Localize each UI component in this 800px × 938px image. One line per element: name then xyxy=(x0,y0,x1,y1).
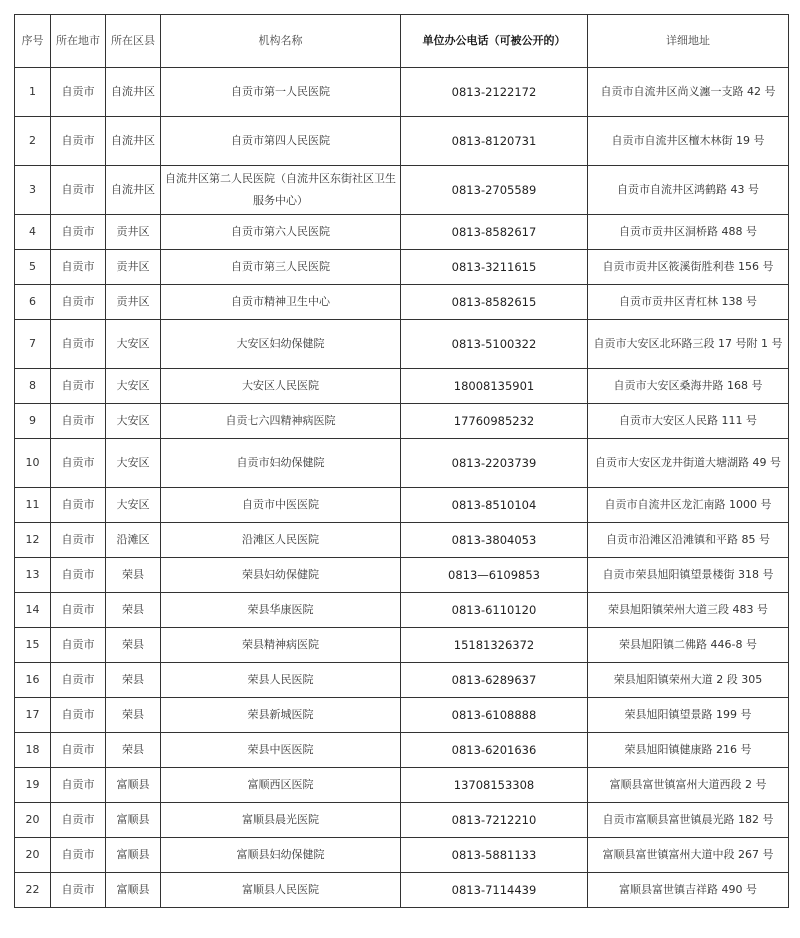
cell-seq: 13 xyxy=(15,558,51,593)
cell-seq: 5 xyxy=(15,250,51,285)
cell-seq: 6 xyxy=(15,285,51,320)
cell-name: 自贡市第三人民医院 xyxy=(161,250,401,285)
cell-phone: 0813-7212210 xyxy=(401,803,588,838)
cell-address: 自贡市贡井区洞桥路 488 号 xyxy=(588,215,789,250)
cell-city: 自贡市 xyxy=(51,404,106,439)
cell-county: 荣县 xyxy=(106,628,161,663)
cell-city: 自贡市 xyxy=(51,558,106,593)
cell-name: 自贡市中医医院 xyxy=(161,488,401,523)
table-row xyxy=(15,733,789,768)
cell-county: 荣县 xyxy=(106,593,161,628)
cell-address: 自贡市富顺县富世镇晨光路 182 号 xyxy=(588,803,789,838)
table-row xyxy=(15,558,789,593)
table-row xyxy=(15,698,789,733)
cell-name: 自贡市妇幼保健院 xyxy=(161,439,401,488)
cell-address: 富顺县富世镇吉祥路 490 号 xyxy=(588,873,789,908)
cell-address: 自贡市荣县旭阳镇望景楼街 318 号 xyxy=(588,558,789,593)
table-row xyxy=(15,663,789,698)
table-row xyxy=(15,320,789,369)
cell-address: 自贡市贡井区青杠林 138 号 xyxy=(588,285,789,320)
cell-city: 自贡市 xyxy=(51,593,106,628)
table-row xyxy=(15,768,789,803)
cell-city: 自贡市 xyxy=(51,68,106,117)
cell-city: 自贡市 xyxy=(51,523,106,558)
table-row xyxy=(15,838,789,873)
cell-seq: 20 xyxy=(15,803,51,838)
cell-county: 自流井区 xyxy=(106,68,161,117)
table-row xyxy=(15,404,789,439)
table-row xyxy=(15,166,789,215)
cell-county: 大安区 xyxy=(106,369,161,404)
table-row xyxy=(15,369,789,404)
cell-city: 自贡市 xyxy=(51,250,106,285)
cell-name: 荣县妇幼保健院 xyxy=(161,558,401,593)
cell-name: 荣县新城医院 xyxy=(161,698,401,733)
cell-phone: 13708153308 xyxy=(401,768,588,803)
cell-city: 自贡市 xyxy=(51,369,106,404)
cell-seq: 18 xyxy=(15,733,51,768)
cell-seq: 7 xyxy=(15,320,51,369)
cell-county: 贡井区 xyxy=(106,285,161,320)
cell-seq: 2 xyxy=(15,117,51,166)
cell-county: 大安区 xyxy=(106,439,161,488)
cell-city: 自贡市 xyxy=(51,166,106,215)
header-phone: 单位办公电话（可被公开的） xyxy=(401,15,588,68)
cell-phone: 0813-6289637 xyxy=(401,663,588,698)
cell-city: 自贡市 xyxy=(51,663,106,698)
cell-seq: 11 xyxy=(15,488,51,523)
cell-phone: 0813—6109853 xyxy=(401,558,588,593)
cell-address: 自贡市大安区龙井街道大塘湖路 49 号 xyxy=(588,439,789,488)
cell-county: 大安区 xyxy=(106,488,161,523)
cell-address: 荣县旭阳镇二佛路 446-8 号 xyxy=(588,628,789,663)
cell-phone: 0813-5881133 xyxy=(401,838,588,873)
cell-county: 大安区 xyxy=(106,320,161,369)
cell-phone: 0813-2122172 xyxy=(401,68,588,117)
cell-seq: 3 xyxy=(15,166,51,215)
cell-county: 富顺县 xyxy=(106,838,161,873)
cell-address: 自贡市大安区桑海井路 168 号 xyxy=(588,369,789,404)
cell-address: 荣县旭阳镇荣州大道三段 483 号 xyxy=(588,593,789,628)
header-seq: 序号 xyxy=(15,15,51,68)
cell-phone: 0813-3211615 xyxy=(401,250,588,285)
cell-city: 自贡市 xyxy=(51,320,106,369)
cell-phone: 0813-2203739 xyxy=(401,439,588,488)
cell-county: 贡井区 xyxy=(106,215,161,250)
cell-seq: 20 xyxy=(15,838,51,873)
table-row xyxy=(15,628,789,663)
cell-city: 自贡市 xyxy=(51,628,106,663)
cell-name: 荣县华康医院 xyxy=(161,593,401,628)
table-row xyxy=(15,68,789,117)
cell-phone: 0813-8582617 xyxy=(401,215,588,250)
cell-name: 自贡市第一人民医院 xyxy=(161,68,401,117)
cell-phone: 0813-3804053 xyxy=(401,523,588,558)
cell-city: 自贡市 xyxy=(51,698,106,733)
cell-city: 自贡市 xyxy=(51,215,106,250)
cell-county: 富顺县 xyxy=(106,768,161,803)
cell-phone: 0813-8582615 xyxy=(401,285,588,320)
cell-name: 富顺县晨光医院 xyxy=(161,803,401,838)
cell-phone: 0813-6201636 xyxy=(401,733,588,768)
cell-county: 大安区 xyxy=(106,404,161,439)
cell-seq: 16 xyxy=(15,663,51,698)
cell-city: 自贡市 xyxy=(51,838,106,873)
cell-county: 自流井区 xyxy=(106,166,161,215)
cell-seq: 1 xyxy=(15,68,51,117)
cell-address: 自贡市自流井区檀木林街 19 号 xyxy=(588,117,789,166)
cell-county: 沿滩区 xyxy=(106,523,161,558)
cell-phone: 0813-6110120 xyxy=(401,593,588,628)
cell-phone: 0813-7114439 xyxy=(401,873,588,908)
cell-address: 自贡市自流井区鸿鹤路 43 号 xyxy=(588,166,789,215)
cell-phone: 0813-2705589 xyxy=(401,166,588,215)
cell-seq: 9 xyxy=(15,404,51,439)
cell-phone: 0813-8510104 xyxy=(401,488,588,523)
header-address: 详细地址 xyxy=(588,15,789,68)
cell-city: 自贡市 xyxy=(51,733,106,768)
cell-city: 自贡市 xyxy=(51,488,106,523)
cell-seq: 4 xyxy=(15,215,51,250)
cell-name: 自贡市第四人民医院 xyxy=(161,117,401,166)
cell-seq: 22 xyxy=(15,873,51,908)
cell-name: 大安区人民医院 xyxy=(161,369,401,404)
cell-phone: 0813-6108888 xyxy=(401,698,588,733)
cell-name: 自贡市精神卫生中心 xyxy=(161,285,401,320)
cell-city: 自贡市 xyxy=(51,768,106,803)
cell-address: 荣县旭阳镇荣州大道 2 段 305 xyxy=(588,663,789,698)
cell-county: 荣县 xyxy=(106,558,161,593)
cell-phone: 0813-8120731 xyxy=(401,117,588,166)
cell-county: 富顺县 xyxy=(106,803,161,838)
header-name: 机构名称 xyxy=(161,15,401,68)
cell-name: 富顺县妇幼保健院 xyxy=(161,838,401,873)
table-row xyxy=(15,285,789,320)
cell-city: 自贡市 xyxy=(51,117,106,166)
cell-address: 富顺县富世镇富州大道西段 2 号 xyxy=(588,768,789,803)
cell-phone: 18008135901 xyxy=(401,369,588,404)
cell-address: 自贡市贡井区筱溪街胜利巷 156 号 xyxy=(588,250,789,285)
cell-name: 自贡市第六人民医院 xyxy=(161,215,401,250)
cell-seq: 10 xyxy=(15,439,51,488)
cell-address: 自贡市沿滩区沿滩镇和平路 85 号 xyxy=(588,523,789,558)
cell-phone: 0813-5100322 xyxy=(401,320,588,369)
table-row xyxy=(15,117,789,166)
cell-seq: 14 xyxy=(15,593,51,628)
cell-name: 富顺西区医院 xyxy=(161,768,401,803)
cell-county: 荣县 xyxy=(106,663,161,698)
table-row xyxy=(15,439,789,488)
table-row xyxy=(15,488,789,523)
table-row xyxy=(15,523,789,558)
cell-phone: 17760985232 xyxy=(401,404,588,439)
cell-name: 荣县中医医院 xyxy=(161,733,401,768)
cell-address: 自贡市大安区人民路 111 号 xyxy=(588,404,789,439)
cell-county: 贡井区 xyxy=(106,250,161,285)
cell-city: 自贡市 xyxy=(51,873,106,908)
cell-seq: 8 xyxy=(15,369,51,404)
cell-seq: 15 xyxy=(15,628,51,663)
table-row xyxy=(15,803,789,838)
table-row xyxy=(15,873,789,908)
cell-city: 自贡市 xyxy=(51,439,106,488)
cell-city: 自贡市 xyxy=(51,285,106,320)
institution-table xyxy=(14,14,789,908)
cell-address: 荣县旭阳镇健康路 216 号 xyxy=(588,733,789,768)
cell-county: 荣县 xyxy=(106,733,161,768)
cell-city: 自贡市 xyxy=(51,803,106,838)
cell-address: 富顺县富世镇富州大道中段 267 号 xyxy=(588,838,789,873)
cell-seq: 12 xyxy=(15,523,51,558)
cell-name: 荣县人民医院 xyxy=(161,663,401,698)
cell-address: 自贡市自流井区龙汇南路 1000 号 xyxy=(588,488,789,523)
header-row xyxy=(15,15,789,68)
cell-county: 自流井区 xyxy=(106,117,161,166)
table-body xyxy=(15,68,789,908)
cell-seq: 17 xyxy=(15,698,51,733)
cell-address: 自贡市自流井区尚义瀍一支路 42 号 xyxy=(588,68,789,117)
header-county: 所在区县 xyxy=(106,15,161,68)
cell-seq: 19 xyxy=(15,768,51,803)
table-row xyxy=(15,250,789,285)
cell-phone: 15181326372 xyxy=(401,628,588,663)
cell-name: 荣县精神病医院 xyxy=(161,628,401,663)
table-row xyxy=(15,593,789,628)
cell-name: 自贡七六四精神病医院 xyxy=(161,404,401,439)
cell-address: 荣县旭阳镇望景路 199 号 xyxy=(588,698,789,733)
cell-county: 富顺县 xyxy=(106,873,161,908)
header-city: 所在地市 xyxy=(51,15,106,68)
cell-name: 大安区妇幼保健院 xyxy=(161,320,401,369)
cell-name: 沿滩区人民医院 xyxy=(161,523,401,558)
cell-name: 自流井区第二人民医院（自流井区东街社区卫生服务中心） xyxy=(161,166,401,215)
cell-county: 荣县 xyxy=(106,698,161,733)
cell-address: 自贡市大安区北环路三段 17 号附 1 号 xyxy=(588,320,789,369)
cell-name: 富顺县人民医院 xyxy=(161,873,401,908)
table-row xyxy=(15,215,789,250)
